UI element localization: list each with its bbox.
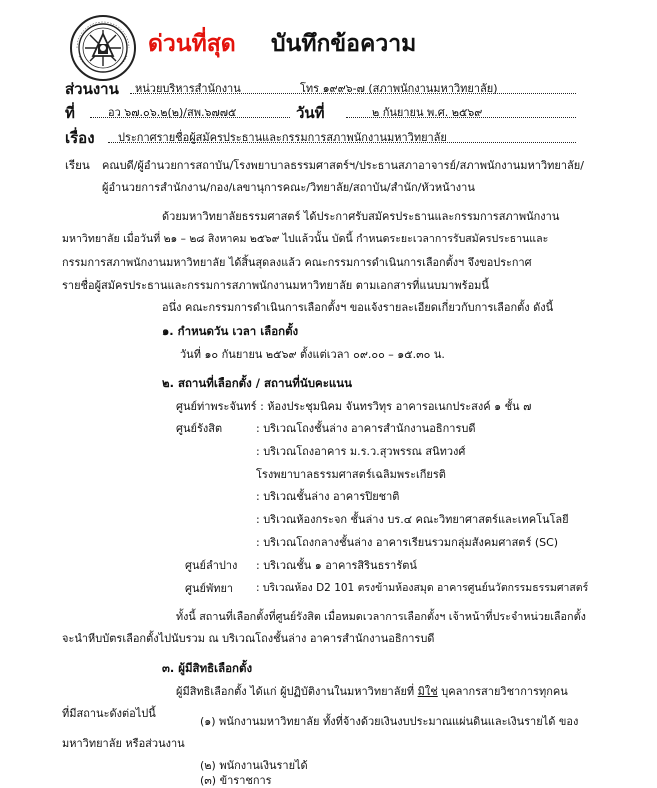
rangsit-location-3: : บริเวณชั้นล่าง อาคารปิยชาติ	[256, 490, 400, 503]
paragraph-1-line-2: มหาวิทยาลัย เมื่อวันที่ ๒๑ – ๒๘ สิงหาคม ๒๕๖๙ ไปแล้วนั้น บัดนี้ กำหนดระยะเวลาการรับสมัครประธานและ	[62, 233, 549, 245]
agency-value: หน่วยบริหารสำนักงาน	[135, 82, 241, 95]
section-3-line-1-start: ผู้มีสิทธิเลือกตั้ง ได้แก่ ผู้ปฏิบัติงานในมหาวิทยาลัยที่	[176, 685, 415, 698]
rangsit-location-1: : บริเวณโถงชั้นล่าง อาคารสำนักงานอธิการบดี	[256, 422, 476, 435]
section-3-emphasis: มิใช่	[417, 685, 438, 698]
university-seal-icon	[69, 14, 137, 82]
date-label: วันที่	[296, 104, 325, 122]
section-1-title: ๑. กำหนดวัน เวลา เลือกตั้ง	[162, 324, 299, 338]
section-3-line-2: ที่มีสถานะดังต่อไปนี้	[62, 707, 156, 720]
urgency-stamp: ด่วนที่สุด	[148, 31, 236, 57]
rangsit-location-4: : บริเวณห้องกระจก ชั้นล่าง บร.๔ คณะวิทยาศาสตร์และเทคโนโลยี	[256, 513, 569, 526]
section-3-title: ๓. ผู้มีสิทธิเลือกตั้ง	[162, 661, 253, 675]
date-value: ๒ กันยายน พ.ศ. ๒๕๖๙	[372, 106, 483, 119]
eligible-item-1-line-1: (๑) พนักงานมหาวิทยาลัย ทั้งที่จ้างด้วยเงินงบประมาณแผ่นดินและเงินรายได้ ของ	[200, 715, 579, 728]
rangsit-location-5: : บริเวณโถงกลางชั้นล่าง อาคารเรียนรวมกลุ่มสังคมศาสตร์ (SC)	[256, 536, 559, 549]
addressee-line-2: ผู้อำนวยการสำนักงาน/กอง/เลขานุการคณะ/วิทยาลัย/สถาบัน/สำนัก/หัวหน้างาน	[102, 181, 475, 194]
addressee-label: เรียน	[65, 158, 90, 172]
phone-value: โทร ๑๙๙๖-๗ (สภาพนักงานมหาวิทยาลัย)	[300, 82, 498, 95]
rangsit-label: ศูนย์รังสิต	[176, 422, 223, 435]
paragraph-1-line-4: รายชื่อผู้สมัครประธานและกรรมการสภาพนักงานมหาวิทยาลัย ตามเอกสารที่แนบมาพร้อมนี้	[62, 279, 489, 292]
agency-label: ส่วนงาน	[65, 80, 119, 98]
subject-label: เรื่อง	[65, 129, 95, 147]
lampang-label: ศูนย์ลำปาง	[185, 559, 238, 572]
subject-value: ประกาศรายชื่อผู้สมัครประธานและกรรมการสภาพนักงานมหาวิทยาลัย	[118, 131, 447, 144]
eligible-item-3: (๓) ข้าราชการ	[200, 774, 272, 787]
section-1-text: วันที่ ๑๐ กันยายน ๒๕๖๙ ตั้งแต่เวลา ๐๙.๐๐ – ๑๕.๓๐ น.	[180, 348, 445, 361]
section-2-note-line-2: จะนำหีบบัตรเลือกตั้งไปนับรวม ณ บริเวณโถงชั้นล่าง อาคารสำนักงานอธิการบดี	[62, 632, 435, 645]
addressee-line-1: คณบดี/ผู้อำนวยการสถาบัน/โรงพยาบาลธรรมศาสตร์ฯ/ประธานสภาอาจารย์/สภาพนักงานมหาวิทยาลัย/	[102, 159, 584, 172]
tapra-location: ศูนย์ท่าพระจันทร์ : ห้องประชุมนิคม จันทรวิทุร อาคารอเนกประสงค์ ๑ ชั้น ๗	[176, 400, 532, 413]
pattaya-label: ศูนย์พัทยา	[185, 582, 234, 595]
lampang-location: : บริเวณชั้น ๑ อาคารสิรินธรารัตน์	[256, 559, 417, 572]
rangsit-location-2: : บริเวณโถงอาคาร ม.ร.ว.สุวพรรณ สนิทวงศ์	[256, 445, 466, 458]
reference-label: ที่	[65, 104, 75, 122]
section-3-line-1	[176, 684, 568, 699]
section-2-title: ๒. สถานที่เลือกตั้ง / สถานที่นับคะแนน	[162, 376, 353, 390]
document-type-title: บันทึกข้อความ	[271, 31, 417, 57]
paragraph-1-line-1: ด้วยมหาวิทยาลัยธรรมศาสตร์ ได้ประกาศรับสมัครประธานและกรรมการสภาพนักงาน	[162, 210, 560, 223]
rangsit-location-2-cont: โรงพยาบาลธรรมศาสตร์เฉลิมพระเกียรติ	[256, 468, 446, 481]
section-3-line-1-end: บุคลากรสายวิชาการทุกคน	[441, 685, 568, 698]
paragraph-2: อนึ่ง คณะกรรมการดำเนินการเลือกตั้งฯ ขอแจ้งรายละเอียดเกี่ยวกับการเลือกตั้ง ดังนี้	[162, 301, 554, 314]
pattaya-location: : บริเวณห้อง D2 101 ตรงข้ามห้องสมุด อาคารศูนย์นวัตกรรมธรรมศาสตร์	[256, 582, 589, 594]
eligible-item-1-line-2: มหาวิทยาลัย หรือส่วนงาน	[62, 737, 185, 750]
paragraph-1-line-3: กรรมการสภาพนักงานมหาวิทยาลัย ได้สิ้นสุดลงแล้ว คณะกรรมการดำเนินการเลือกตั้งฯ จึงขอประกาศ	[62, 256, 532, 269]
reference-value: อว ๖๗.๐๖.๒(๒)/สพ.๖๗๗๕	[108, 106, 237, 119]
section-2-note-line-1: ทั้งนี้ สถานที่เลือกตั้งที่ศูนย์รังสิต เมื่อหมดเวลาการเลือกตั้งฯ เจ้าหน้าที่ประจำหน่วยเลือกตั้ง	[176, 610, 586, 623]
eligible-item-2: (๒) พนักงานเงินรายได้	[200, 759, 308, 772]
